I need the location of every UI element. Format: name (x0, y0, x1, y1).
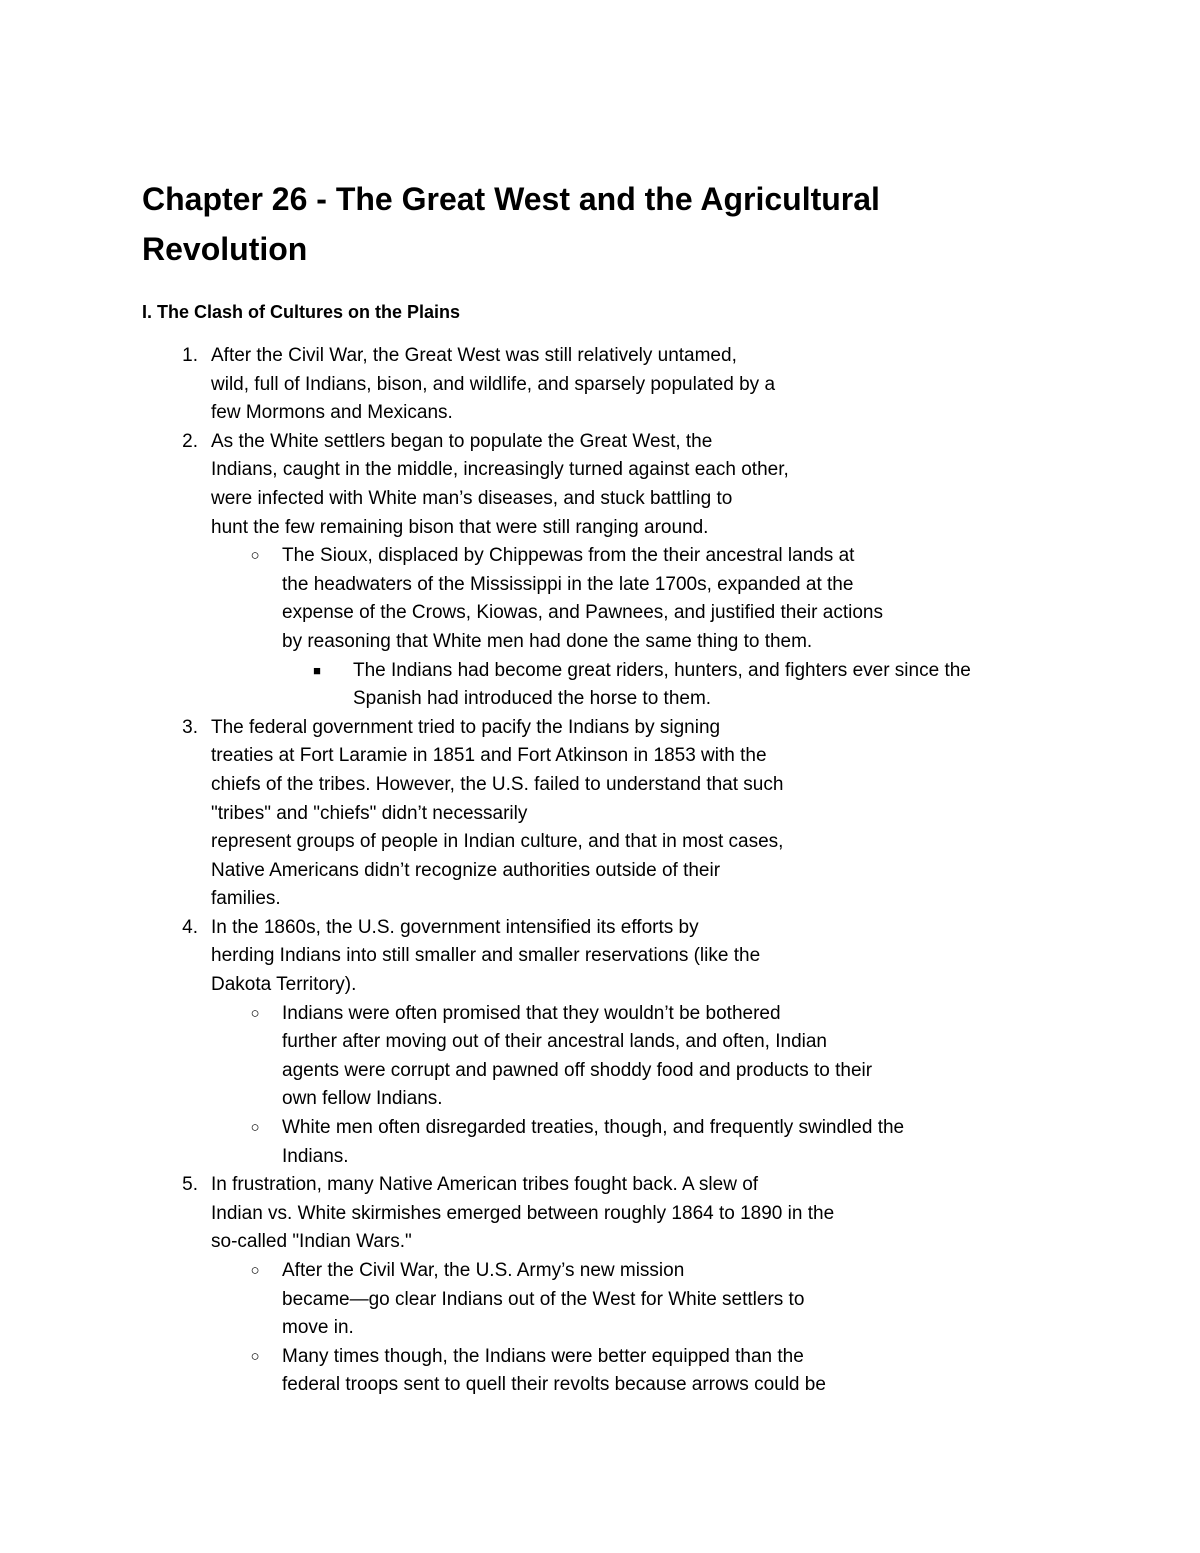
text-line: In frustration, many Native American tribes fought back. A slew of (211, 1174, 759, 1196)
list-marker: 2. (182, 430, 198, 452)
chapter-title (142, 174, 1102, 274)
text-line: treaties at Fort Laramie in 1851 and Fort Atkinson in 1853 with the (211, 745, 767, 767)
text-line: Indian vs. White skirmishes emerged between roughly 1864 to 1890 in the (211, 1202, 835, 1224)
text-line: After the Civil War, the Great West was still relatively untamed, (211, 345, 737, 366)
text-line: "tribes" and "chiefs" didn’t necessarily (211, 802, 528, 824)
hollow-circle-bullet-icon: ○ (250, 547, 260, 565)
sub-item-treaties (142, 1114, 1102, 1171)
text-line: became—go clear Indians out of the West for White settlers to (282, 1288, 805, 1310)
text-line: In the 1860s, the U.S. government intensified its efforts by (211, 916, 699, 938)
text-line: own fellow Indians. (282, 1088, 443, 1110)
text-line: chiefs of the tribes. However, the U.S. failed to understand that such (211, 773, 784, 795)
text-line: wild, full of Indians, bison, and wildlife, and sparsely populated by a (211, 373, 776, 395)
text-line: Spanish had introduced the horse to them. (353, 688, 712, 710)
title-line: Revolution (142, 231, 308, 267)
text-line: hunt the few remaining bison that were still ranging around. (211, 516, 709, 538)
list-marker: 1. (182, 345, 198, 366)
list-marker: 4. (182, 916, 198, 938)
text-line: agents were corrupt and pawned off shoddy food and products to their (282, 1059, 873, 1081)
list-marker: 5. (182, 1174, 198, 1196)
list-item-2 (142, 428, 1102, 542)
sub-sub-item-horses (142, 657, 1102, 714)
text-line: Many times though, the Indians were better equipped than the (282, 1345, 804, 1367)
text-line: Indians. (282, 1145, 349, 1167)
hollow-circle-bullet-icon: ○ (250, 1262, 260, 1279)
hollow-circle-bullet-icon: ○ (250, 1347, 260, 1365)
text-line: move in. (282, 1317, 354, 1339)
text-line: the headwaters of the Mississippi in the late 1700s, expanded at the (282, 573, 854, 595)
text-line: so-called "Indian Wars." (211, 1231, 412, 1253)
list-item-3 (142, 714, 1102, 914)
text-line: The Indians had become great riders, hunters, and fighters ever since the (353, 659, 971, 681)
list-item-1 (142, 342, 1102, 428)
sub-item-sioux (142, 542, 1102, 656)
text-line: Native Americans didn’t recognize authorities outside of their (211, 859, 721, 881)
section-heading: I. The Clash of Cultures on the Plains (142, 302, 461, 322)
text-line: Indians, caught in the middle, increasingly turned against each other, (211, 459, 789, 481)
text-line: federal troops sent to quell their revolts because arrows could be (282, 1374, 826, 1396)
text-line: The Sioux, displaced by Chippewas from the their ancestral lands at (282, 545, 855, 567)
text-line: further after moving out of their ancestral lands, and often, Indian (282, 1031, 827, 1053)
text-line: After the Civil War, the U.S. Army’s new mission (282, 1260, 685, 1281)
text-line: Indians were often promised that they wouldn’t be bothered (282, 1002, 781, 1024)
text-line: expense of the Crows, Kiowas, and Pawnees, and justified their actions (282, 602, 883, 624)
text-line: represent groups of people in Indian culture, and that in most cases, (211, 831, 784, 853)
text-line: White men often disregarded treaties, though, and frequently swindled the (282, 1117, 905, 1139)
sub-item-better-equipped (142, 1343, 1102, 1400)
text-line: herding Indians into still smaller and smaller reservations (like the (211, 945, 761, 967)
text-line: As the White settlers began to populate the Great West, the (211, 430, 713, 452)
square-bullet-icon: ■ (313, 662, 321, 678)
sub-item-promises (142, 1000, 1102, 1114)
list-item-5 (142, 1171, 1102, 1257)
text-line: were infected with White man’s diseases, and stuck battling to (211, 487, 733, 509)
document-page (142, 174, 1102, 1400)
outline-list (142, 342, 1102, 1400)
list-marker: 3. (182, 716, 198, 738)
text-line: The federal government tried to pacify the Indians by signing (211, 716, 721, 738)
title-line: Chapter 26 - The Great West and the Agricultural (142, 181, 880, 217)
hollow-circle-bullet-icon: ○ (250, 1119, 260, 1137)
hollow-circle-bullet-icon: ○ (250, 1004, 260, 1022)
text-line: few Mormons and Mexicans. (211, 402, 453, 424)
text-line: Dakota Territory). (211, 974, 357, 996)
list-item-4 (142, 914, 1102, 1000)
text-line: by reasoning that White men had done the same thing to them. (282, 630, 813, 652)
text-line: families. (211, 888, 281, 910)
sub-item-army-mission (142, 1257, 1102, 1343)
